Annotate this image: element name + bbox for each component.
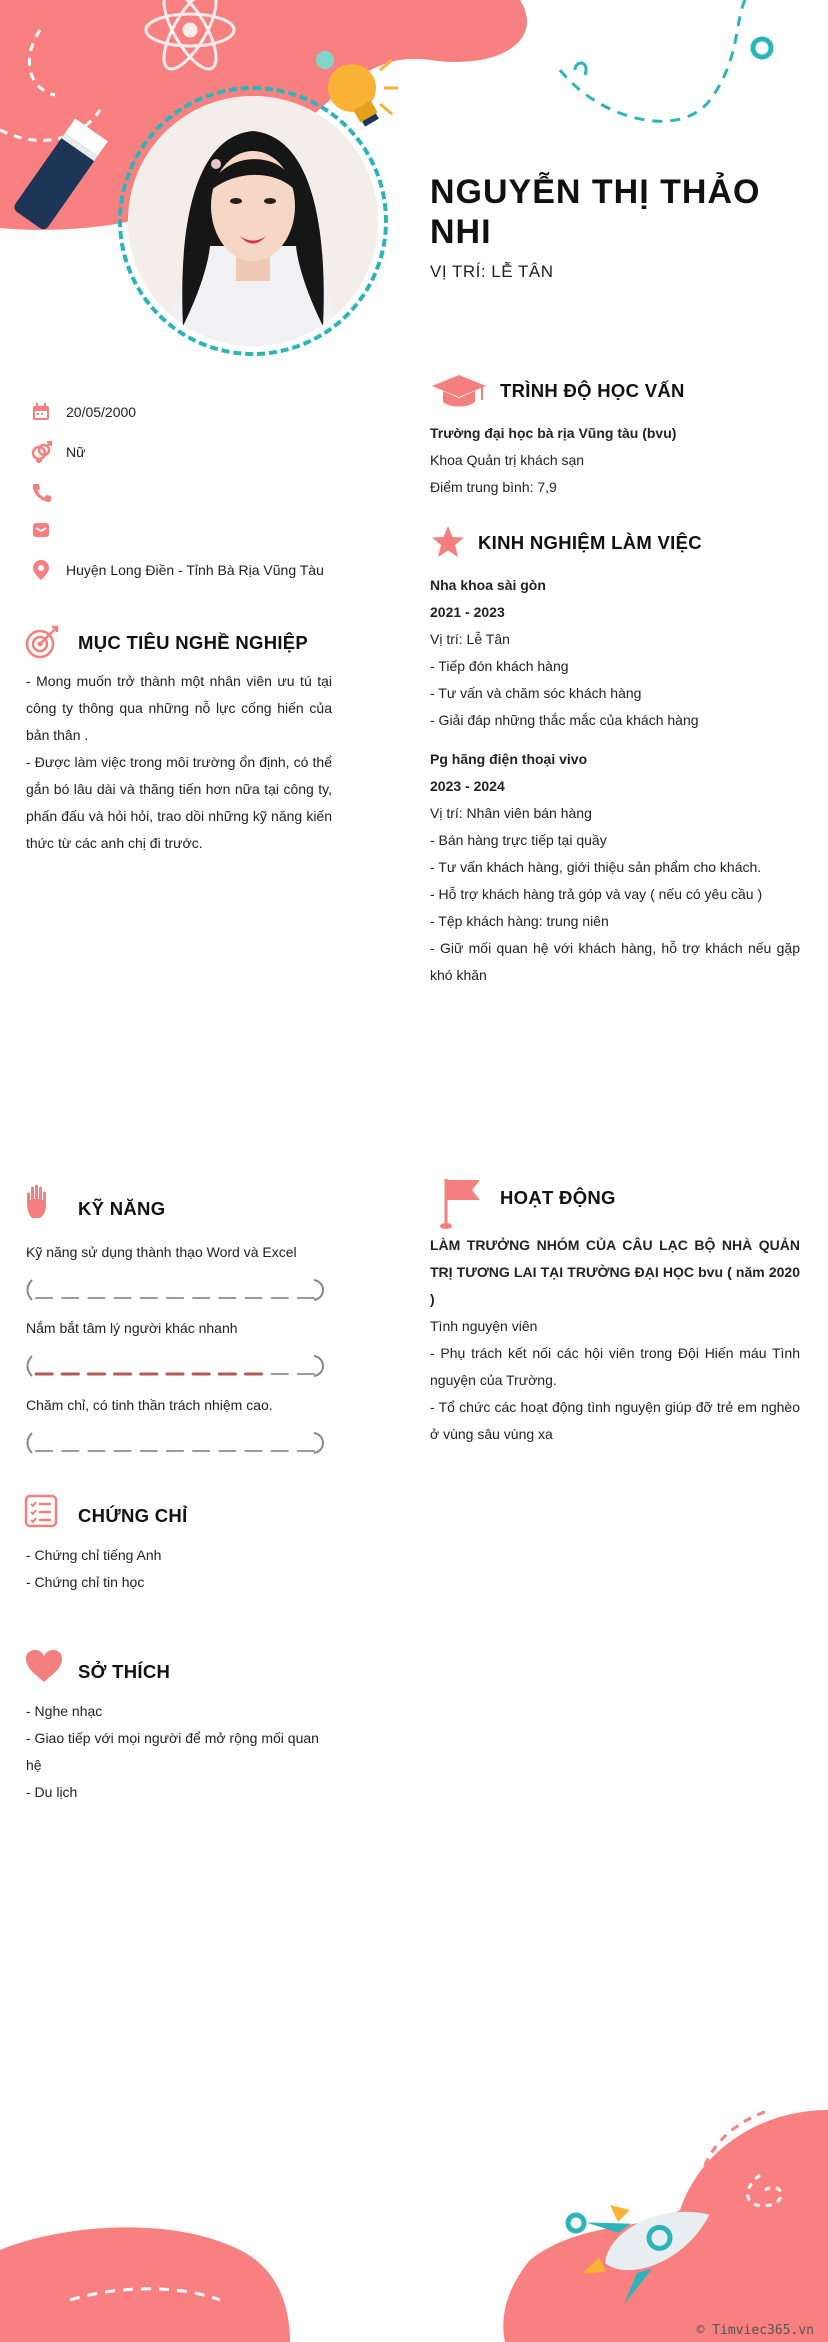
objective-paragraph-1: - Mong muốn trở thành một nhân viên ưu tú tại công ty thông qua những nỗ lực cống hiến của bản thân . — [26, 673, 332, 743]
certificate-item: - Chứng chỉ tin học — [26, 1574, 145, 1590]
job-company: Nha khoa sài gòn — [430, 577, 546, 593]
education-title: TRÌNH ĐỘ HỌC VẤN — [500, 380, 685, 401]
star-icon — [430, 524, 466, 565]
education-content — [430, 420, 810, 501]
job-line: - Tệp khách hàng: trung niên — [430, 913, 609, 929]
activity-paragraph-1: - Phụ trách kết nối các hội viên trong Đội Hiến máu Tình nguyện của Trường. — [430, 1345, 800, 1388]
job-company: Pg hãng điện thoại vivo — [430, 751, 588, 767]
job-period: 2023 - 2024 — [430, 778, 505, 794]
hobby-item: - Nghe nhạc — [26, 1703, 103, 1719]
hobbies-title: SỞ THÍCH — [78, 1661, 171, 1682]
experience-job-1 — [430, 572, 800, 734]
job-line: - Tư vấn và chăm sóc khách hàng — [430, 685, 642, 701]
calendar-icon — [30, 401, 52, 423]
email-icon — [30, 519, 52, 541]
phone-icon — [30, 481, 52, 503]
certificates-title: CHỨNG CHỈ — [78, 1505, 188, 1526]
target-icon — [24, 624, 60, 665]
skill-bar-cap-right — [314, 1280, 323, 1300]
objective-text — [26, 668, 332, 857]
candidate-name: NGUYỄN THỊ THẢO NHI — [430, 173, 761, 251]
flag-icon — [440, 1176, 484, 1235]
address-value: Huyện Long Điền - Tỉnh Bà Rịa Vũng Tàu — [66, 562, 324, 578]
location-pin-icon — [30, 559, 52, 581]
activity-paragraph-2: - Tổ chức các hoạt động tình nguyện giúp đỡ trẻ em nghèo ở vùng sâu vùng xa — [430, 1399, 800, 1442]
objective-paragraph-2: - Được làm việc trong môi trường ổn định, có thể gắn bó lâu dài và thăng tiến hơn nữa tại công ty, phấn đấu và hỏi hỏi, trao dồi những kỹ năng kiến thức từ các anh chị đi trước. — [26, 754, 332, 851]
job-line: - Giữ mối quan hệ với khách hàng, hỗ trợ khách nếu gặp khó khăn — [430, 940, 800, 983]
activities-title: HOẠT ĐỘNG — [500, 1187, 616, 1208]
objective-title: MỤC TIÊU NGHỀ NGHIỆP — [78, 632, 309, 653]
skill-bar-cap-left — [28, 1280, 33, 1300]
checklist-icon — [24, 1494, 58, 1533]
skill-label: Chăm chỉ, có tinh thần trách nhiệm cao. — [26, 1397, 273, 1413]
job-line: Vị trí: Nhân viên bán hàng — [430, 805, 592, 821]
graduation-cap-icon — [430, 372, 488, 417]
activity-role: Tình nguyện viên — [430, 1318, 538, 1334]
skill-bar — [26, 1431, 326, 1455]
gender-icon — [30, 441, 52, 463]
gender-value: Nữ — [66, 444, 86, 460]
job-line: - Hỗ trợ khách hàng trả góp và vay ( nếu có yêu cầu ) — [430, 886, 763, 902]
experience-title: KINH NGHIỆM LÀM VIỆC — [478, 532, 702, 553]
education-gpa: Điểm trung bình: 7,9 — [430, 479, 557, 495]
job-line: - Giải đáp những thắc mắc của khách hàng — [430, 712, 699, 728]
contact-birthday — [30, 400, 136, 424]
activity-heading: LÀM TRƯỞNG NHÓM CỦA CÂU LẠC BỘ NHÀ QUẢN TRỊ TƯƠNG LAI TẠI TRƯỜNG ĐẠI HỌC bvu ( năm 2020 ) — [430, 1237, 800, 1307]
skills-title: KỸ NĂNG — [78, 1198, 166, 1219]
watermark: © Timviec365.vn — [696, 2323, 814, 2338]
contact-address — [30, 558, 324, 582]
contact-gender — [30, 440, 85, 464]
hand-icon — [24, 1184, 54, 1225]
job-line: - Tư vấn khách hàng, giới thiệu sản phẩm cho khách. — [430, 859, 762, 875]
skill-bar-cap-right — [314, 1433, 323, 1453]
skill-label: Nắm bắt tâm lý người khác nhanh — [26, 1320, 238, 1336]
hobbies-list — [26, 1698, 332, 1806]
skill-bar-cap-right — [314, 1356, 323, 1376]
portrait-illustration — [128, 96, 378, 346]
job-line: - Bán hàng trực tiếp tại quầy — [430, 832, 607, 848]
avatar — [128, 96, 378, 346]
certificates-list — [26, 1542, 332, 1596]
skill-bar — [26, 1354, 326, 1378]
job-line: Vị trí: Lễ Tân — [430, 631, 510, 647]
candidate-position: VỊ TRÍ: LỄ TÂN — [430, 262, 554, 281]
skill-bar — [26, 1278, 326, 1302]
certificate-item: - Chứng chỉ tiếng Anh — [26, 1547, 162, 1563]
hobby-item: - Giao tiếp với mọi người để mở rộng mối quan hệ — [26, 1730, 319, 1773]
education-major: Khoa Quản trị khách sạn — [430, 452, 585, 468]
heart-icon — [24, 1648, 64, 1689]
birthday-value: 20/05/2000 — [66, 404, 137, 420]
contact-email — [30, 518, 66, 542]
skill-bar-cap-left — [28, 1433, 33, 1453]
hobby-item: - Du lịch — [26, 1784, 78, 1800]
contact-phone — [30, 480, 66, 504]
job-line: - Tiếp đón khách hàng — [430, 658, 569, 674]
education-school: Trường đại học bà rịa Vũng tàu (bvu) — [430, 425, 677, 441]
activities-content — [430, 1232, 800, 1448]
skill-label: Kỹ năng sử dụng thành thạo Word và Excel — [26, 1244, 297, 1260]
experience-job-2 — [430, 746, 800, 989]
job-period: 2021 - 2023 — [430, 604, 505, 620]
skill-bar-cap-left — [28, 1356, 33, 1376]
